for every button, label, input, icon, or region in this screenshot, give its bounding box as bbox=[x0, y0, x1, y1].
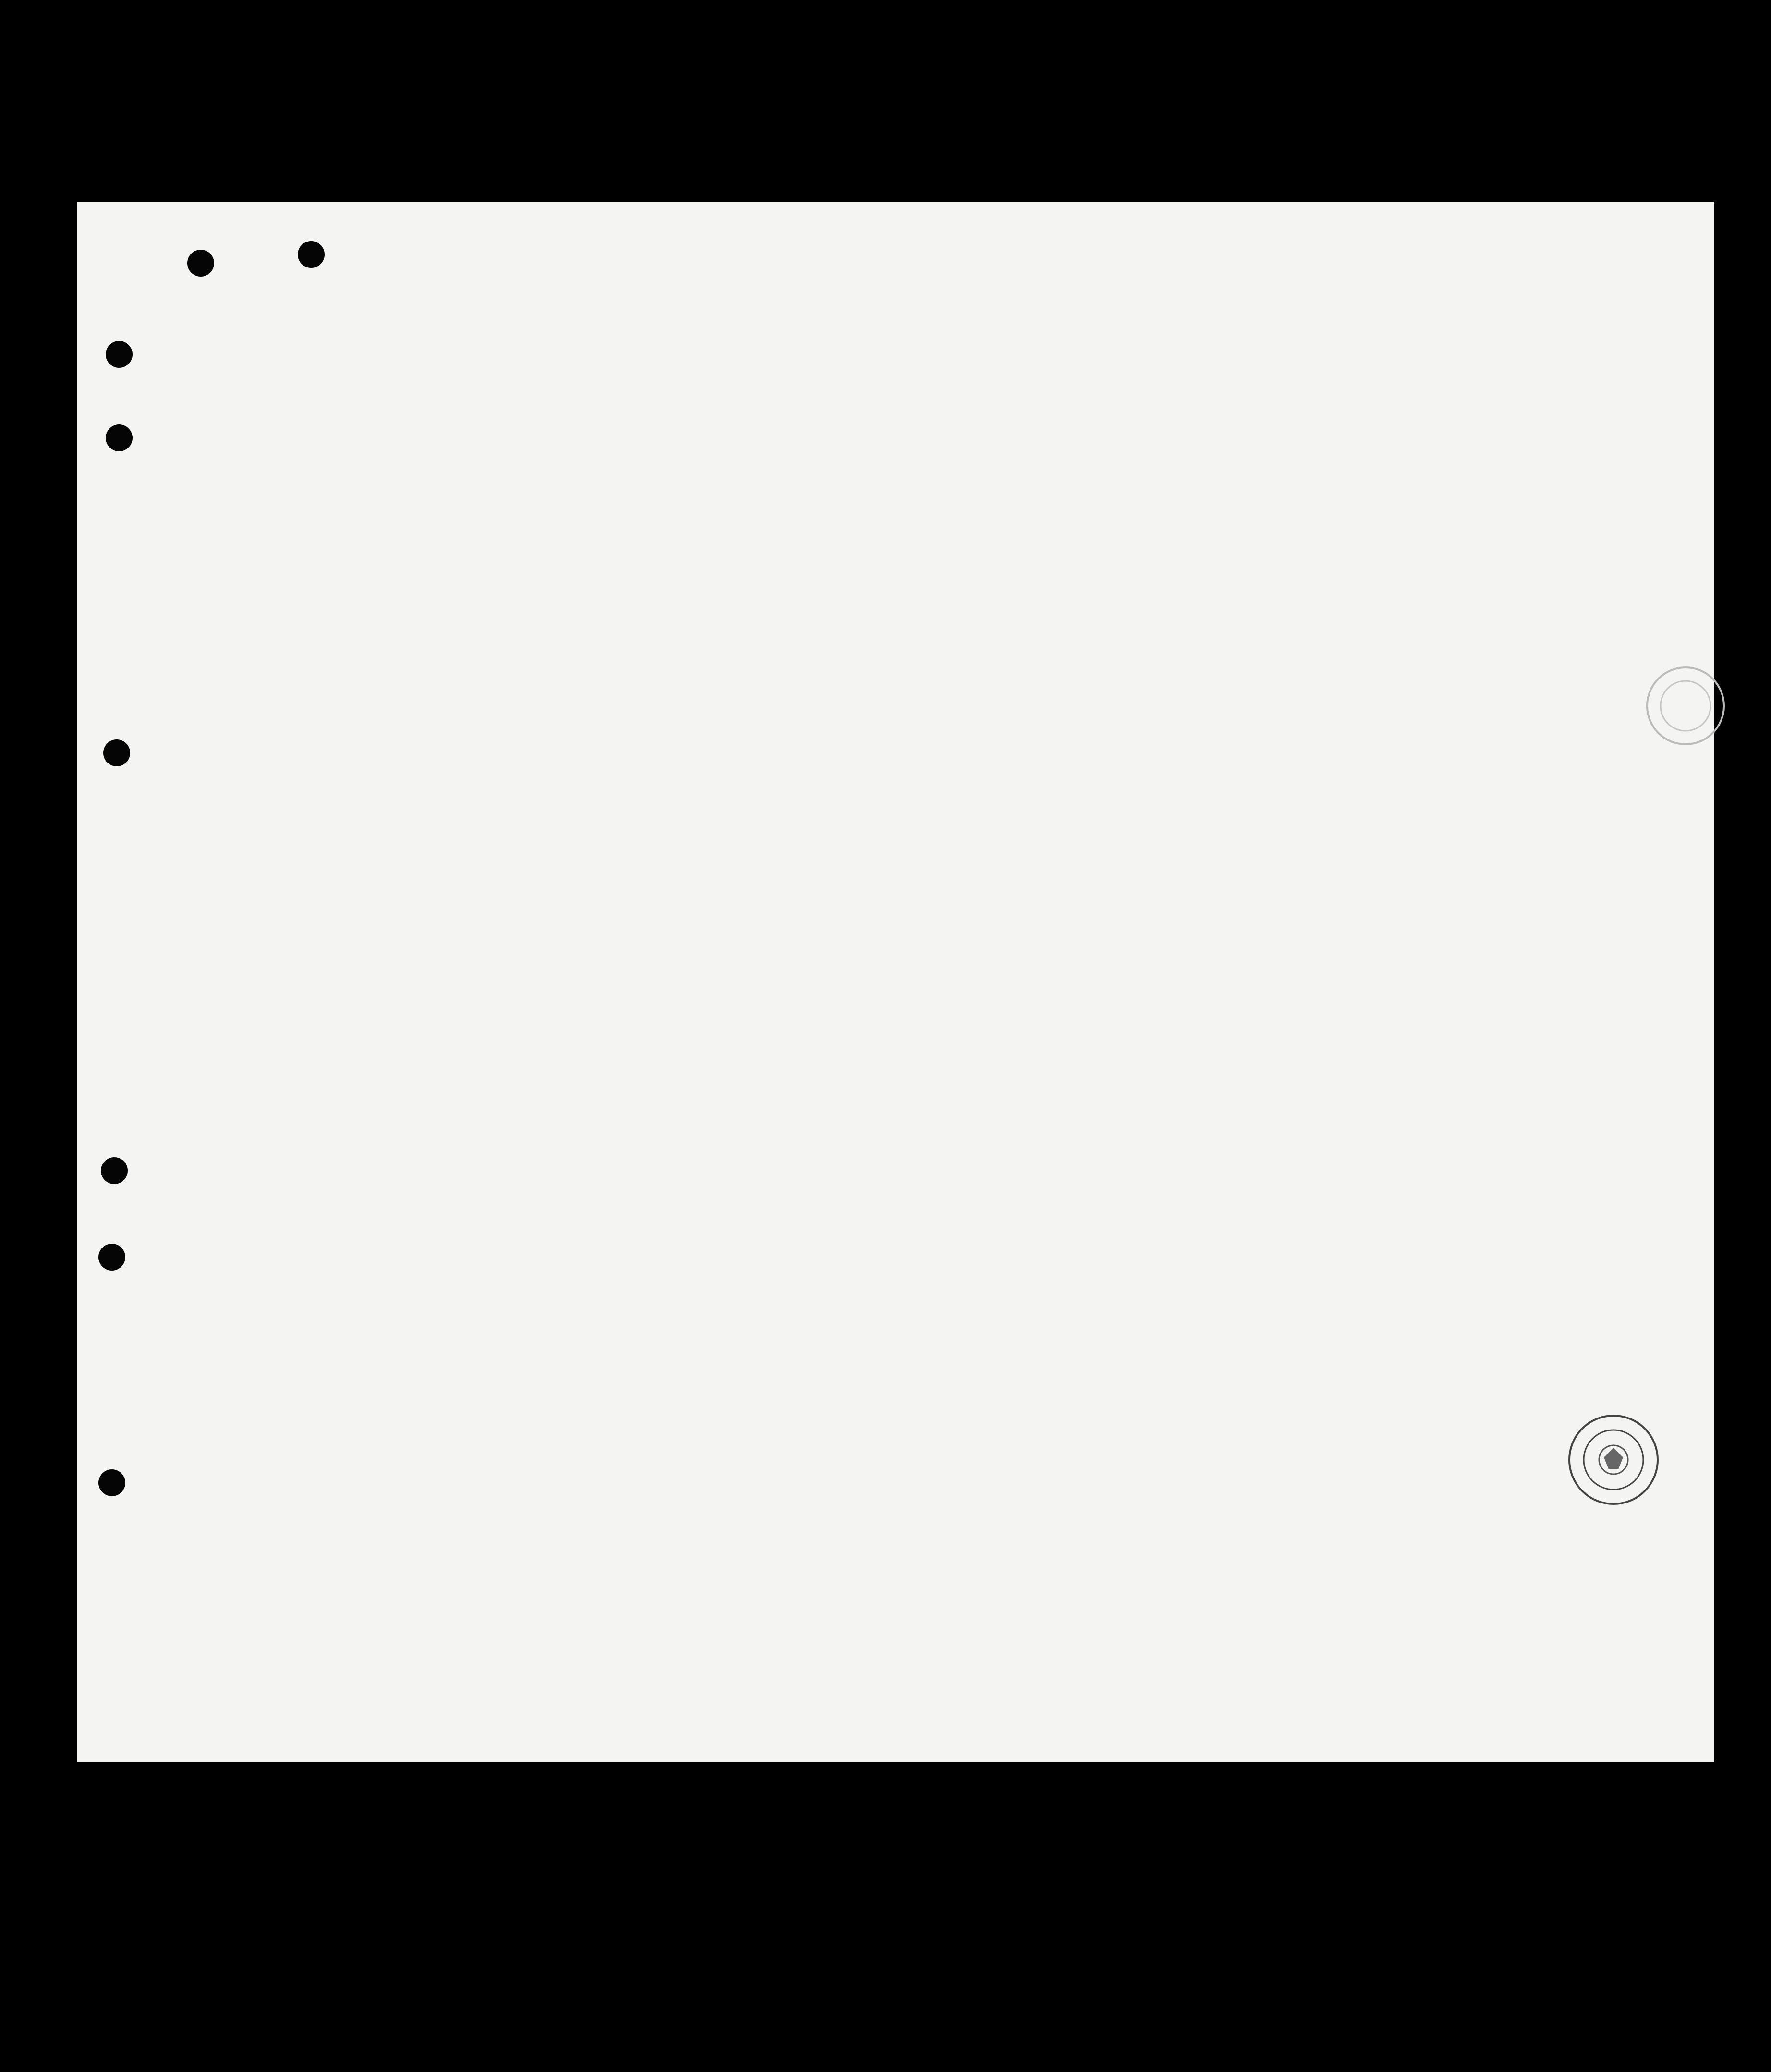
faint-stamp bbox=[1642, 663, 1729, 749]
consular-seal-stamp bbox=[1565, 1412, 1662, 1508]
footnotes bbox=[1229, 1683, 1565, 1688]
manifest-sheet bbox=[77, 202, 1714, 1762]
manifest-grid bbox=[77, 202, 1714, 1762]
